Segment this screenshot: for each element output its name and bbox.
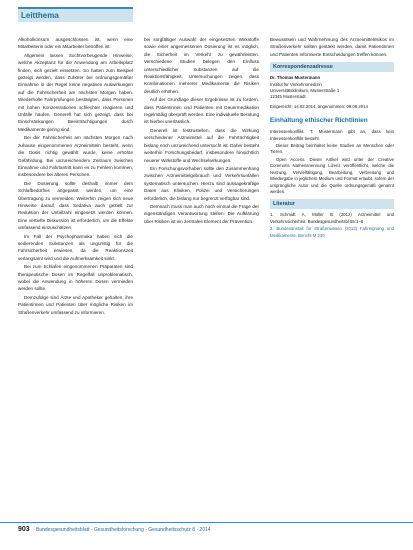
paragraph: Allgemein lassen Suchtvorbeugende Hinweise, welche Akzeptanz für die Anwendung am Arbeitsplatz finden, sich gezielt einsetzen. So hatten zum Beispiel gezeigt werden, dass Zuhörer bei ordnungsgemäßer Einnahme in der Regel keine negativen Auswirkungen auf die Fahrsicherheit am nächsten Morgen haben. Wiederholte Fahrprüfungen bestätigten, dass Personen mit hohen Konzentrationen schlechter reagieren und Unfälle häufen. Generell hat sich gezeigt, dass bei Einschränkungen Beeinträchtigungen durch Medikamente gering sind. — [18, 52, 133, 132]
address-line: Universitätsklinikum, Musterstraße 1 — [270, 88, 340, 94]
conflict-paragraph: Interessenkonflikt. T. Mustermann gibt an, dass kein Interessenkonflikt besteht. — [270, 129, 394, 141]
correspondence-address — [270, 75, 394, 101]
section-label: Leitthema — [18, 7, 133, 22]
address-line: 12345 Musterstadt — [270, 94, 306, 100]
address-line: Institut für Verkehrsmedizin — [270, 81, 322, 87]
page-number: 903 — [18, 526, 30, 533]
conflict-paragraph: Open Access. Dieser Artikel wird unter der Creative Commons Namensnennung Lizenz veröffentlicht, welche die Nutzung, Vervielfältigung, Bearbeitung, Verbreitung und Wiedergabe in jeglichem Medium und Format erlaubt, sofern der ursprüngliche Autor und die Quelle ordnungsgemäß genannt werden. — [270, 156, 394, 194]
reference-item: 1. Schmidt A, Müller B (2012) Arzneimittel und Verkehrssicherheit. Bundesgesundheitsbl 55:1–8 — [270, 212, 394, 224]
text-column-3 — [270, 36, 394, 522]
address-note: Eingereicht: 14.02.2014, angenommen: 08.06.2014 — [270, 103, 368, 109]
paragraph: Generell ist festzustellen, dass die Wirkung verschiedener Arzneimittel auf die Fahrtüchtigkeit bislang noch unzureichend untersucht ist. Daher besteht weiterhin Forschungsbedarf, insbesondere hinsichtlich neuerer Wirkstoffe und Wechselwirkungen. — [144, 127, 259, 163]
paragraph: Alkoholkonsum ausgeschlossen ist, wenn eine Mitarbeiterin oder ein Mitarbeiter betroffen ist. — [18, 37, 133, 50]
paragraph: Bei zum Schlafen eingenommenen Präparaten sind therapeutische Dosen im Regelfall unproblematisch, wobei die Anwendung in höheren Dosen vermieden werden sollte. — [18, 264, 133, 292]
paragraph: Auf der Grundlage dieser Ergebnisse ist zu fordern, dass Patientinnen und Patienten mit Dauermedikation regelmäßig überprüft werden. Eine individuelle Beratung ist hierbei unerlässlich. — [144, 97, 259, 125]
conflict-heading: Einhaltung ethischer Richtlinien — [270, 117, 368, 125]
text-column-2 — [144, 36, 259, 522]
paragraph: Im Fall der Psychopharmaka haben sich die sedierenden Substanzen als ungünstig für die Fahrsicherheit erwiesen, da die Reaktionszeit verlangsamt wird und die Aufmerksamkeit sinkt. — [18, 233, 133, 261]
paragraph: Demzufolge sind Ärzte und Apotheker gehalten, ihre Patientinnen und Patienten über mögliche Risiken im Straßenverkehr umfassend zu informieren. — [18, 294, 133, 315]
correspondence-heading: Korrespondenzadresse — [270, 62, 394, 72]
journal-title: Bundesgesundheitsblatt - Gesundheitsforschung - Gesundheitsschutz 8 · 2014 — [36, 527, 211, 533]
literature-heading: Literatur — [270, 199, 394, 209]
conflict-paragraph: Dieser Beitrag beinhaltet keine Studien an Menschen oder Tieren. — [270, 143, 394, 155]
paragraph: Demnach muss man auch noch einmal die Frage der eigenständigen Verantwortung stellen. Die Aufklärung über Risiken ist ein zentrales Element der Prävention. — [144, 203, 259, 224]
address-line: Dr. Thomas Mustermann — [270, 75, 321, 81]
paragraph: Bei der Fahrsicherheit am nächsten Morgen nach zuhause eingenommenen Arzneimitteln besteht, wenn die Dosis richtig gewählt wurde, keine erhöhte Gefährdung. Bei unzureichendem Zeitraum zwischen Einnahme und Fahrtantritt kann es zu Fehlern kommen, insbesondere bei älteren Personen. — [18, 135, 133, 178]
page-footer — [0, 522, 413, 539]
paragraph: Die Dosierung sollte deshalb immer dem Schlafbedürfnis angepasst werden, um eine Übertragung zu vermeiden. Weiterhin zeigen sich neue Hinweise darauf, dass Sedativa auch gezielt zur Reduktion der Unfallzahl eingesetzt werden können. Eine vertiefte Diskussion ist erforderlich, um die Effekte umfassend einzuschätzen. — [18, 180, 133, 231]
text-column-1 — [18, 36, 133, 522]
paragraph: Ein Forschungsvorhaben sollte den Zusammenhang zwischen Arzneimittelgebrauch und Verkehrsunfällen systematisch untersuchen. Hierzu sind aussagekräftige Daten aus Kliniken, Polizei und Versicherungen erforderlich, die bislang nur begrenzt verfügbar sind. — [144, 165, 259, 201]
reference-item: 2. Bundesanstalt für Straßenwesen (2013) Fahreignung und Medikamente. Bericht M 230 — [270, 226, 394, 238]
page-header — [0, 0, 413, 30]
reference-list — [270, 212, 394, 239]
paragraph: Bewusstsein und Wahrnehmung des Arzneimittelrisikos im Straßenverkehr sollten gestärkt werden, damit Patientinnen und Patienten informierte Entscheidungen treffen können. — [270, 37, 394, 57]
paragraph: bei sorgfältiger Auswahl der eingesetzten Wirkstoffe sowie einer angemessenen Dosierung ist es möglich, die Sicherheit im Verkehr zu gewährleisten. Verschiedene Studien belegen den Einfluss unterschiedlicher Substanzen auf die Reaktionsfähigkeit. Untersuchungen zeigen, dass Kombinationen mehrerer Medikamente die Risiken deutlich erhöhen. — [144, 37, 259, 94]
